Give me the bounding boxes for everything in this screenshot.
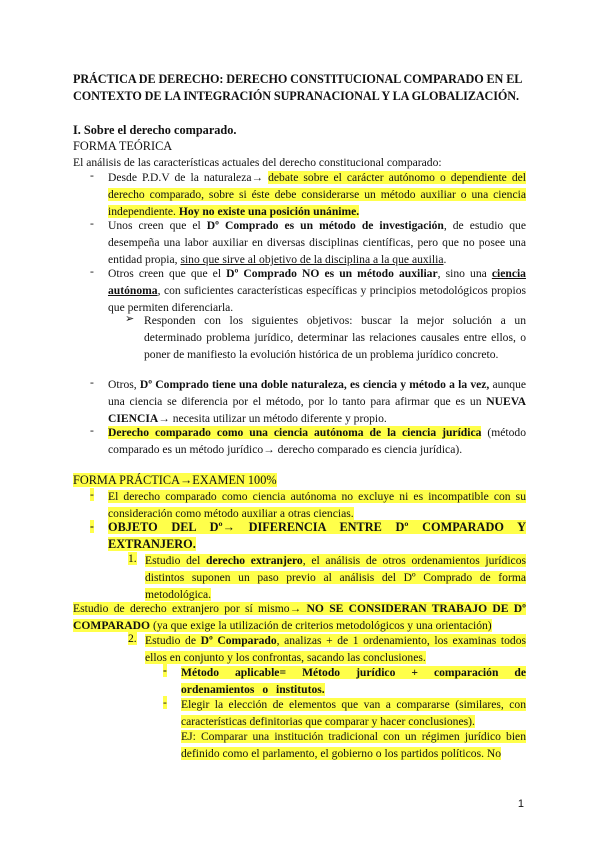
dash-bullet: -	[163, 664, 167, 677]
numbered-comparative-law: Estudio de Dº Comparado, analizas + de 1 ordenamiento, los examinas todos ellos en conjunto y los confrontas, sacando las conclusiones.	[145, 634, 527, 664]
dash-bullet: -	[90, 424, 94, 437]
number-1: 1.	[128, 552, 137, 565]
dash-bullet: -	[90, 520, 94, 533]
bullet-autonomous: Otros creen que que el Dº Comprado NO es un método auxiliar, sino una ciencia autónoma, con suficientes características específicas y principios metodológicos propios que permiten diferenciarla.	[108, 267, 526, 314]
arrow-bullet-icon: ➢	[125, 313, 135, 325]
dash-bullet: -	[90, 169, 94, 182]
section-heading: I. Sobre el derecho comparado.	[73, 123, 237, 137]
foreign-law-note: Estudio de derecho extranjero por sí mismo→ NO SE CONSIDERAN TRABAJO DE Dº COMPARADO (ya que exige la utilización de criterios metodológicos y una orientación)	[73, 602, 527, 632]
dash-bullet: -	[90, 217, 94, 230]
dash-bullet: -	[90, 376, 94, 389]
dash-bullet: -	[163, 696, 167, 709]
numbered-foreign-law: Estudio del derecho extranjero, el análisis de otros ordenamientos jurídicos distintos suponen un paso previo al análisis del Dº Comprado de forma metodológica.	[145, 554, 526, 601]
page-number: 1	[517, 798, 524, 810]
example-text: EJ: Comparar una institución tradicional con un régimen jurídico bien definido como el parlamento, el gobierno o los partidos políticos. No	[181, 730, 526, 760]
bullet-autonomous-science: Derecho comparado como una ciencia autónoma de la ciencia jurídica (método comparado es un método jurídico→ derecho comparado es ciencia jurídica).	[108, 426, 526, 456]
forma-practica-heading: FORMA PRÁCTICA→EXAMEN 100%	[73, 473, 277, 487]
number-2: 2.	[128, 632, 137, 645]
intro-text: El análisis de las características actuales del derecho constitucional comparado:	[73, 156, 442, 169]
forma-teorica-heading: FORMA TEÓRICA	[73, 139, 173, 153]
bullet-double-nature: Otros, Dº Comprado tiene una doble naturaleza, es ciencia y método a la vez, aunque una ciencia se diferencia por el método, por lo tanto para afirmar que es un NUEVA CIENCIA→ necesita utilizar un método diferente y propio.	[108, 378, 527, 425]
bullet-method: Unos creen que el Dº Comprado es un método de investigación, de estudio que desempeña una labor auxiliar en diversas disciplinas científicas, pero que no posee una entidad propia, sino que sirve al objetivo de la disciplina a la que auxilia.	[108, 219, 526, 266]
element-selection: Elegir la elección de elementos que van a compararse (similares, con características definitorias que comparar y hacer conclusiones).	[181, 698, 526, 728]
method-applicable: Método aplicable= Método jurídico + comparación de ordenamientos o institutos.	[181, 666, 526, 696]
bullet-nature: Desde P.D.V de la naturaleza→ debate sobre el carácter autónomo o dependiente del derecho comparado, sobre si éste debe considerarse un método auxiliar o una ciencia independiente. Hoy no existe una posición unánime.	[108, 171, 526, 218]
practice-point-1: El derecho comparado como ciencia autónoma no excluye ni es incompatible con su consideración como método auxiliar a otras ciencias.	[108, 490, 526, 520]
sub-bullet-objectives: Responden con los siguientes objetivos: buscar la mejor solución a un determinado problema jurídico, determinar las relaciones causales entre ellos, o poner de manifiesto la evolución histórica de un problema jurídico concreto.	[144, 314, 526, 361]
dash-bullet: -	[90, 488, 94, 501]
practice-point-2: OBJETO DEL Dº→ DIFERENCIA ENTRE Dº COMPARADO Y EXTRANJERO.	[108, 520, 526, 551]
dash-bullet: -	[90, 265, 94, 278]
document-title: PRÁCTICA DE DERECHO: DERECHO CONSTITUCIONAL COMPARADO EN EL CONTEXTO DE LA INTEGRACIÓN SUPRANACIONAL Y LA GLOBALIZACIÓN.	[73, 72, 522, 103]
